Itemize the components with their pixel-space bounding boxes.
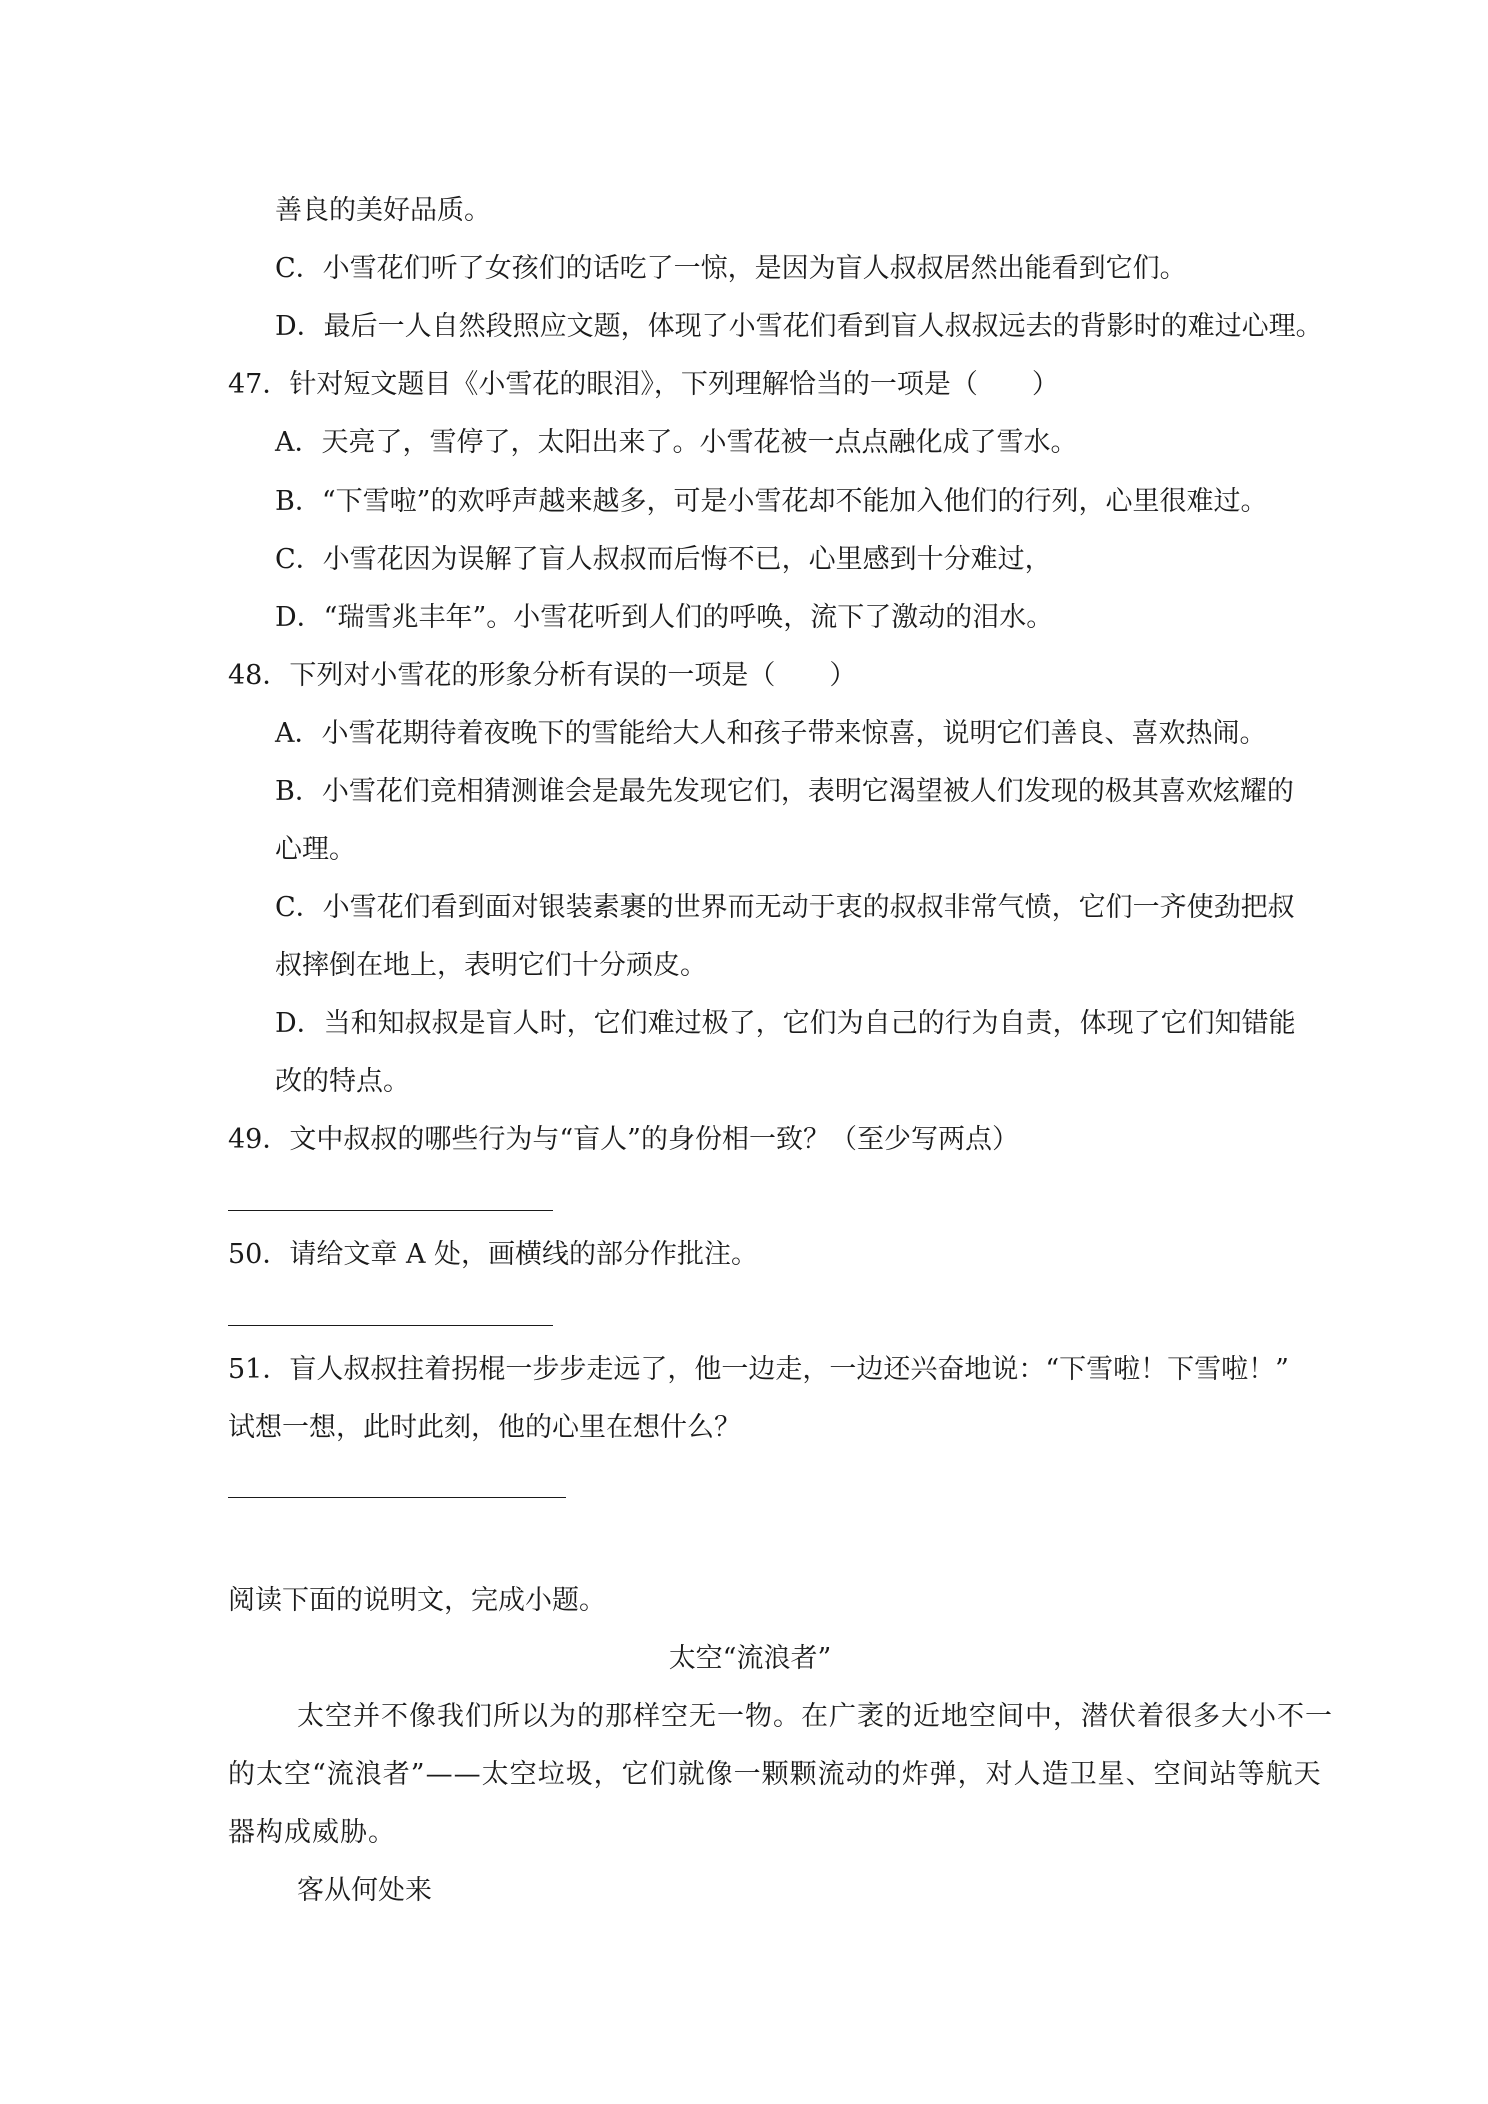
question-49: 49．文中叔叔的哪些行为与“盲人”的身份相一致？（至少写两点） [228, 1124, 1019, 1155]
question-47: 47．针对短文题目《小雪花的眼泪》，下列理解恰当的一项是（ ） [228, 369, 1059, 400]
question-48-option-b-cont: 心理。 [275, 834, 356, 865]
question-51-cont: 试想一想，此时此刻，他的心里在想什么？ [228, 1412, 741, 1443]
option-d: D．最后一人自然段照应文题，体现了小雪花们看到盲人叔叔远去的背影时的难过心理。 [275, 311, 1323, 342]
option-c: C．小雪花们听了女孩们的话吃了一惊，是因为盲人叔叔居然出能看到它们。 [275, 253, 1187, 284]
question-48-option-c-cont: 叔摔倒在地上，表明它们十分顽皮。 [275, 950, 707, 981]
question-47-option-a: A．天亮了，雪停了，太阳出来了。小雪花被一点点融化成了雪水。 [275, 427, 1078, 458]
question-48-option-d-cont: 改的特点。 [275, 1066, 410, 1097]
question-51: 51．盲人叔叔拄着拐棍一步步走远了，他一边走，一边还兴奋地说：“下雪啦！下雪啦！” [228, 1354, 1289, 1385]
question-47-option-d: D．“瑞雪兆丰年”。小雪花听到人们的呼唤，流下了激动的泪水。 [275, 602, 1054, 633]
question-47-option-b: B．“下雪啦”的欢呼声越来越多，可是小雪花却不能加入他们的行列，心里很难过。 [275, 486, 1268, 517]
article-title: 太空“流浪者” [668, 1643, 832, 1674]
article-paragraph-1: 太空并不像我们所以为的那样空无一物。在广袤的近地空间中，潜伏着很多大小不一 [297, 1701, 1333, 1732]
article-subheading: 客从何处来 [297, 1875, 432, 1906]
question-50: 50．请给文章 A 处，画横线的部分作批注。 [228, 1239, 759, 1270]
answer-line-50[interactable] [228, 1325, 553, 1326]
article-paragraph-1-cont: 的太空“流浪者”——太空垃圾，它们就像一颗颗流动的炸弹，对人造卫星、空间站等航天 [228, 1759, 1322, 1790]
answer-line-49[interactable] [228, 1210, 553, 1211]
question-47-option-c: C．小雪花因为误解了盲人叔叔而后悔不已，心里感到十分难过， [275, 544, 1052, 575]
reading-instruction: 阅读下面的说明文，完成小题。 [228, 1585, 606, 1616]
question-48: 48．下列对小雪花的形象分析有误的一项是（ ） [228, 660, 857, 691]
question-48-option-d: D．当和知叔叔是盲人时，它们难过极了，它们为自己的行为自责，体现了它们知错能 [275, 1008, 1296, 1039]
question-48-option-b: B．小雪花们竞相猜测谁会是最先发现它们，表明它渴望被人们发现的极其喜欢炫耀的 [275, 776, 1294, 807]
answer-line-51[interactable] [228, 1497, 566, 1498]
article-paragraph-1-end: 器构成威胁。 [228, 1817, 396, 1848]
option-text-continued: 善良的美好品质。 [275, 195, 491, 226]
question-48-option-a: A．小雪花期待着夜晚下的雪能给大人和孩子带来惊喜，说明它们善良、喜欢热闹。 [275, 718, 1267, 749]
question-48-option-c: C．小雪花们看到面对银装素裹的世界而无动于衷的叔叔非常气愤，它们一齐使劲把叔 [275, 892, 1295, 923]
